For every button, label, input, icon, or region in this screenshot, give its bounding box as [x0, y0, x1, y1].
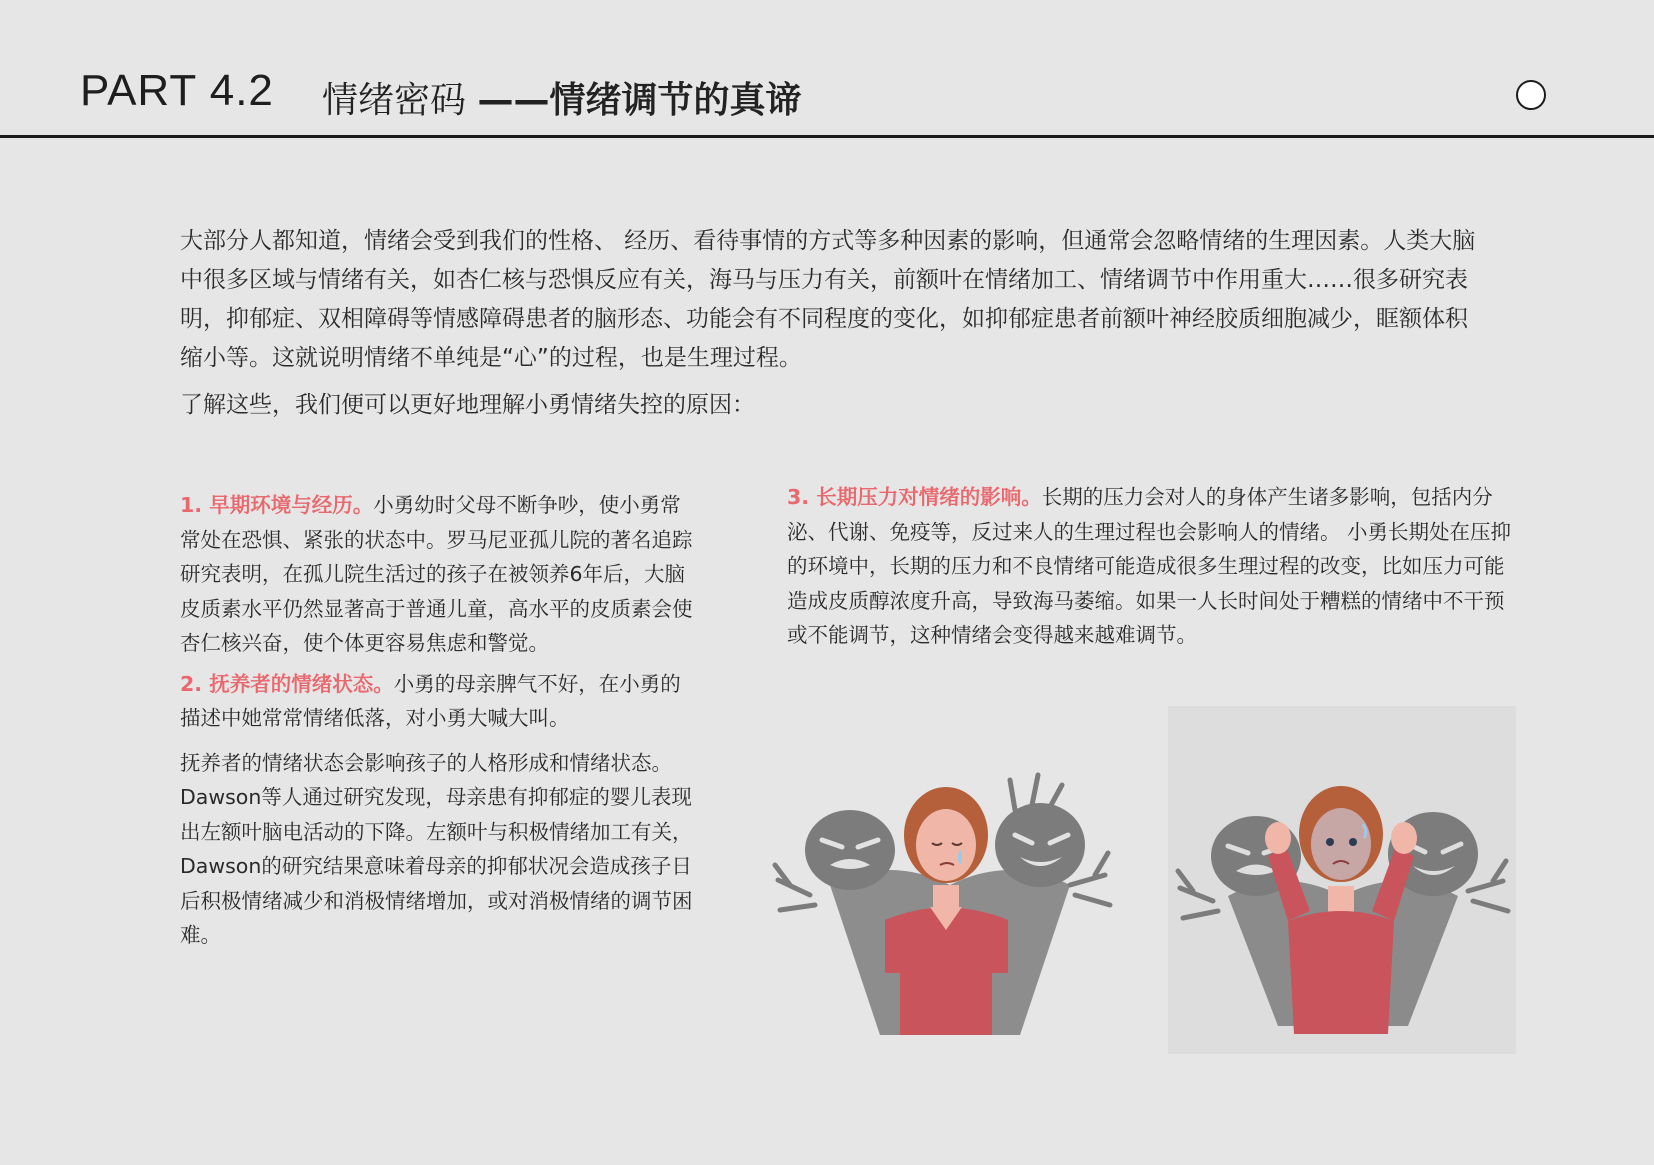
page-title [322, 72, 801, 123]
intro-section [180, 222, 1480, 425]
section-stress [787, 480, 1517, 653]
section-body: 小勇幼时父母不断争吵，使小勇常常处在恐惧、紧张的状态中。罗马尼亚孤儿院的著名追踪研究表明，在孤儿院生活过的孩子在被领养6年后，大脑皮质素水平仍然显著高于普通儿童，高水平的皮质素会使杏仁核兴奋，使个体更容易焦虑和警觉。 [180, 493, 693, 655]
intro-lead-paragraph: 了解这些，我们便可以更好地理解小勇情绪失控的原因： [180, 392, 755, 418]
title-subtitle: ——情绪调节的真谛 [477, 80, 802, 121]
section-caregiver-detail: 抚养者的情绪状态会影响孩子的人格形成和情绪状态。Dawson等人通过研究发现，母亲患有抑郁症的婴儿表现出左额叶脑电活动的下降。左额叶与积极情绪加工有关，Dawson的研究结果意味着母亲的抑郁状况会造成孩子日后积极情绪减少和消极情绪增加，或对消极情绪的调节困难。 [180, 750, 693, 947]
section-heading: 3. 长期压力对情绪的影响。 [787, 485, 1042, 509]
section-caregiver [180, 667, 700, 736]
circle-icon [1516, 80, 1546, 110]
stressed-woman-illustration [1168, 706, 1516, 1054]
intro-paragraph: 大部分人都知道，情绪会受到我们的性格、 经历、看待事情的方式等多种因素的影响，但通常会忽略情绪的生理因素。人类大脑中很多区域与情绪有关，如杏仁核与恐惧反应有关，海马与压力有关，前额叶在情绪加工、情绪调节中作用重大……很多研究表明，抑郁症、双相障碍等情感障碍患者的脑形态、功能会有不同程度的变化，如抑郁症患者前额叶神经胶质细胞减少，眶额体积缩小等。这就说明情绪不单纯是“心”的过程，也是生理过程。 [180, 228, 1476, 371]
section-heading: 1. 早期环境与经历。 [180, 493, 374, 517]
section-early-environment [180, 488, 700, 661]
left-column [180, 488, 700, 953]
section-body: 长期的压力会对人的身体产生诸多影响，包括内分泌、代谢、免疫等，反过来人的生理过程也会影响人的情绪。 小勇长期处在压抑的环境中，长期的压力和不良情绪可能造成很多生理过程的改变，比如压力可能造成皮质醇浓度升高，导致海马萎缩。如果一人长时间处于糟糕的情绪中不干预或不能调节，这种情绪会变得越来越难调节。 [787, 485, 1512, 647]
title-main: 情绪密码 [322, 80, 478, 121]
section-body: 小勇的母亲脾气不好，在小勇的描述中她常常情绪低落，对小勇大喊大叫。 [180, 671, 681, 730]
section-heading: 2. 抚养者的情绪状态。 [180, 671, 394, 696]
right-column [787, 480, 1517, 653]
part-label: PART 4.2 [80, 66, 274, 115]
page-header [0, 0, 1654, 138]
sad-woman-illustration [770, 735, 1115, 1065]
